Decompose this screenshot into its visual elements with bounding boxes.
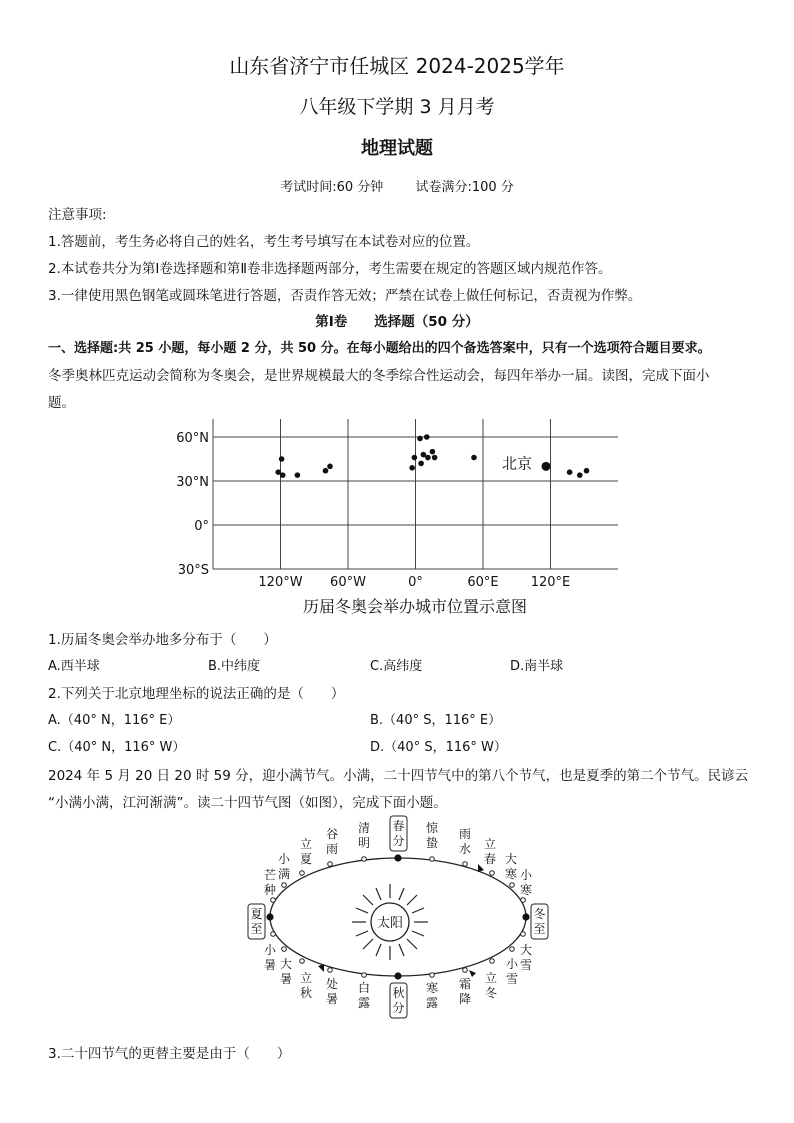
note-1: 1.答题前，考生务必将自己的姓名，考生考号填写在本试卷对应的位置。 (48, 234, 480, 250)
q2-stem: 2.下列关于北京地理坐标的说法正确的是（ ） (48, 686, 345, 702)
sun-label: 太阳 (376, 916, 404, 931)
city-point (432, 455, 438, 461)
term-top-1: 清明 (357, 821, 371, 850)
section-instruction: 一、选择题:共 25 小题，每小题 2 分，共 50 分。在每小题给出的四个备选答案中，只有一个选项符合题目要求。 (48, 341, 711, 356)
chart-points (275, 434, 589, 478)
city-point (471, 455, 477, 461)
term-bottom-left-0: 小暑 (263, 943, 277, 972)
q1-stem: 1.历届冬奥会举办地多分布于（ ） (48, 632, 277, 648)
term-bottom-right-2: 立冬 (484, 971, 498, 1000)
term-bottom-left-1: 大暑 (279, 957, 293, 986)
arrow-bottom-right-icon (469, 970, 476, 977)
x-tick-label: 120°W (258, 575, 303, 590)
city-point (412, 455, 418, 461)
passage2-line-1: 2024 年 5 月 20 日 20 时 59 分，迎小满节气。小满，二十四节气中的第八个节气，也是夏季的第二个节气。民谚云 (48, 768, 749, 784)
x-tick-label: 60°E (467, 575, 499, 590)
label-summer: 夏至 (250, 907, 263, 936)
city-point (417, 436, 423, 442)
term-bottom-right-1: 小雪 (505, 957, 519, 986)
q1-option-d[interactable]: D.南半球 (510, 659, 564, 674)
title-line-2: 八年级下学期 3 月月考 (299, 96, 495, 118)
beijing-point (542, 462, 551, 471)
q2-option-d[interactable]: D.（40° S，116° W） (370, 740, 507, 755)
label-autumn: 秋分 (392, 986, 405, 1015)
section-title: 第Ⅰ卷 选择题（50 分） (315, 314, 479, 330)
term-top-left-0: 立夏 (299, 837, 313, 866)
q2-option-a[interactable]: A.（40° N，116° E） (48, 713, 181, 728)
city-point (425, 455, 431, 461)
y-tick-label: 30°N (176, 475, 209, 490)
solar-terms-diagram (240, 812, 560, 1034)
exam-info (0, 176, 794, 195)
city-point (327, 464, 333, 470)
city-point (323, 468, 329, 474)
term-bottom-right-0: 大雪 (519, 943, 533, 972)
full-score: 试卷满分:100 分 (415, 180, 514, 195)
arrow-bottom-left-icon (318, 964, 324, 972)
chart-x-ticks (258, 575, 570, 590)
city-point (409, 465, 415, 471)
title-line-1: 山东省济宁市任城区 2024-2025学年 (229, 54, 565, 78)
term-top-0: 谷雨 (325, 827, 339, 856)
term-top-left-2: 芒种 (263, 868, 277, 897)
city-point (430, 449, 436, 455)
q1-option-a[interactable]: A.西半球 (48, 659, 100, 674)
term-bottom-0: 处暑 (325, 977, 339, 1006)
y-tick-label: 60°N (176, 431, 209, 446)
x-tick-label: 120°E (530, 575, 571, 590)
y-tick-label: 0° (194, 519, 209, 534)
term-top-right-1: 大寒 (504, 852, 518, 881)
q3-stem: 3.二十四节气的更替主要是由于（ ） (48, 1046, 291, 1062)
city-point (418, 461, 424, 467)
y-tick-label: 30°S (177, 563, 209, 578)
notes-heading: 注意事项: (48, 207, 107, 223)
city-point (279, 456, 285, 462)
chart-grid (213, 419, 618, 569)
title-line-3: 地理试题 (361, 138, 433, 159)
term-top-left-1: 小满 (277, 852, 291, 881)
city-point (424, 434, 430, 440)
chart-y-ticks (176, 431, 209, 578)
q1-option-b[interactable]: B.中纬度 (208, 659, 261, 674)
note-2: 2.本试卷共分为第Ⅰ卷选择题和第Ⅱ卷非选择题两部分，考生需要在规定的答题区域内规范作答。 (48, 261, 612, 277)
city-point (280, 472, 286, 478)
label-spring: 春分 (392, 819, 405, 848)
q1-option-c[interactable]: C.高纬度 (370, 659, 423, 674)
label-winter: 冬至 (533, 907, 546, 936)
autumn-equinox-point (394, 972, 401, 979)
winter-solstice-point (522, 913, 529, 920)
spring-equinox-point (394, 854, 401, 861)
term-bottom-1: 白露 (357, 981, 371, 1010)
x-tick-label: 60°W (330, 575, 366, 590)
term-bottom-2: 寒露 (425, 981, 439, 1010)
city-point (584, 468, 590, 474)
passage2-line-2: “小满小满，江河渐满”。读二十四节气图（如图），完成下面小题。 (48, 795, 447, 811)
city-point (577, 472, 583, 478)
term-top-2: 惊蛰 (425, 821, 439, 850)
city-point (295, 472, 301, 478)
term-bottom-3: 霜降 (458, 977, 472, 1006)
exam-time: 考试时间:60 分钟 (280, 180, 384, 195)
intro-line-2: 题。 (48, 395, 75, 411)
intro-line-1: 冬季奥林匹克运动会简称为冬奥会，是世界规模最大的冬季综合性运动会，每四年举办一届。读图，完成下面小 (48, 368, 710, 384)
q2-option-b[interactable]: B.（40° S，116° E） (370, 713, 502, 728)
summer-solstice-point (266, 913, 273, 920)
olympics-map-chart (170, 410, 630, 625)
term-top-3: 雨水 (458, 827, 472, 856)
q2-option-c[interactable]: C.（40° N，116° W） (48, 740, 186, 755)
chart-title: 历届冬奥会举办城市位置示意图 (302, 597, 528, 616)
city-point (567, 469, 573, 475)
term-bottom-left-2: 立秋 (299, 971, 313, 1000)
beijing-label: 北京 (502, 454, 533, 473)
term-top-right-0: 立春 (483, 837, 497, 866)
x-tick-label: 0° (408, 575, 423, 590)
term-top-right-2: 小寒 (519, 868, 533, 897)
note-3: 3.一律使用黑色钢笔或圆珠笔进行答题，否责作答无效；严禁在试卷上做任何标记，否责视为作弊。 (48, 288, 642, 304)
